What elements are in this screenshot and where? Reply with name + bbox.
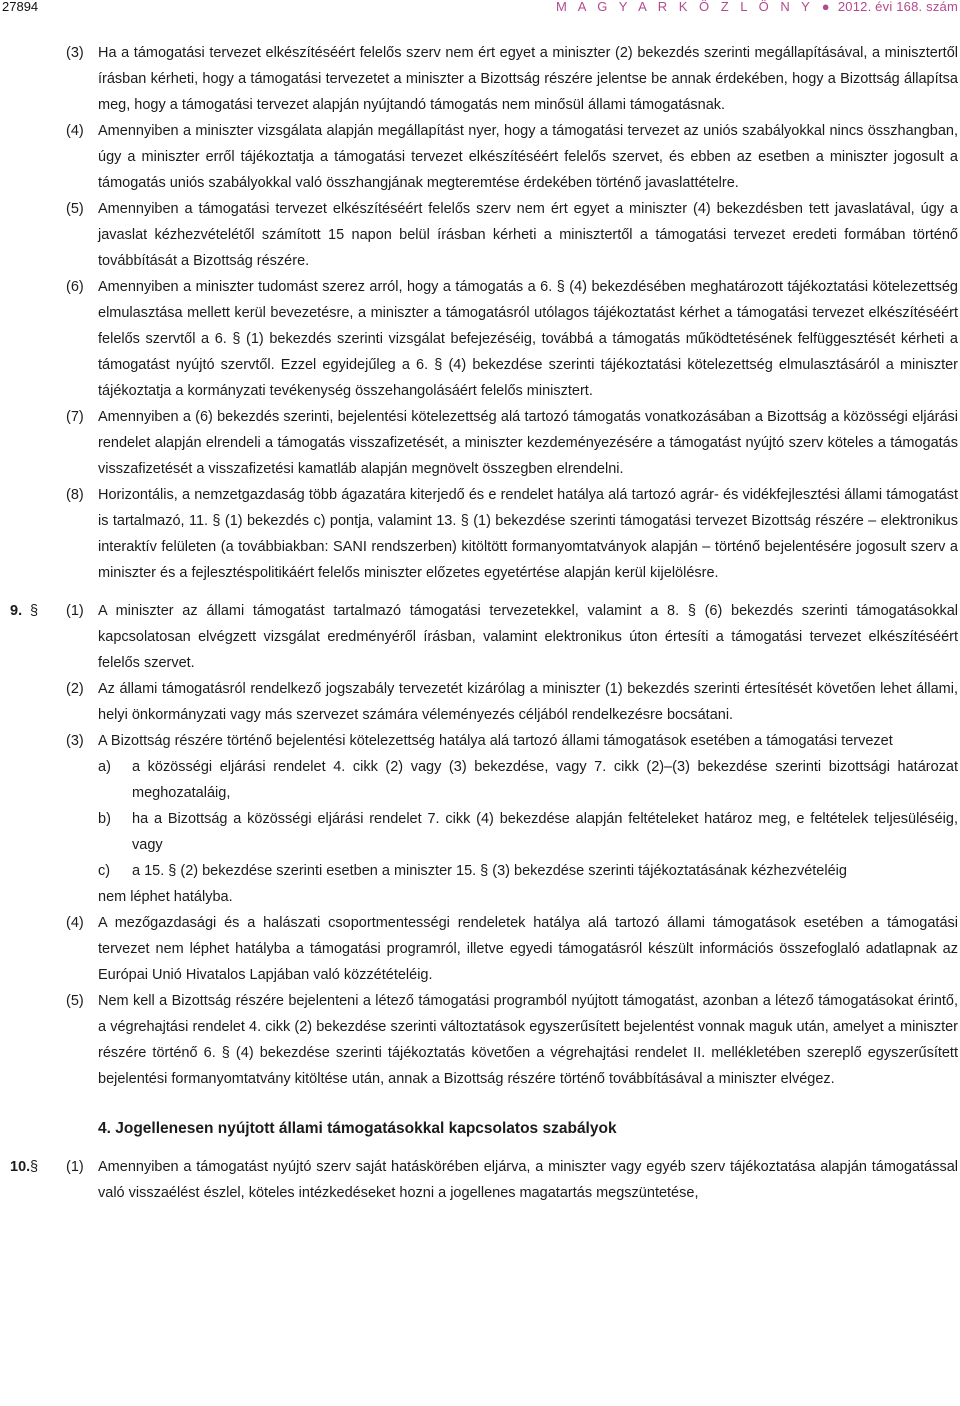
document-body bbox=[10, 40, 958, 1206]
paragraph-label: (4) bbox=[66, 123, 84, 139]
paragraph-text: A Bizottság részére történő bejelentési kötelezettség hatálya alá tartozó állami támogatások esetében a támogatási tervezet bbox=[98, 733, 893, 749]
spacer bbox=[10, 586, 958, 598]
point bbox=[10, 806, 958, 858]
paragraph-text: nem léphet hatályba. bbox=[98, 889, 233, 905]
paragraph bbox=[10, 404, 958, 482]
paragraph-text: Amennyiben a (6) bekezdés szerinti, bejelentési kötelezettség alá tartozó támogatás vonatkozásában a Bizottság a közösségi eljárási rendelet alapján elrendeli a támogatás visszafizetését, a miniszter kezdeményezésére a támogatást nyújtó szerv köteles a támogatás visszafizetését a visszafizetési kamatláb alapján megnövelt összegben elrendelni. bbox=[98, 409, 958, 477]
paragraph-label: (2) bbox=[66, 681, 84, 697]
paragraph-text: Nem kell a Bizottság részére bejelenteni a létező támogatási programból nyújtott támogatást, azonban a létező támogatásokat érintő, a végrehajtási rendelet 4. cikk (2) bekezdése szerinti változtatások egyszerűsített bejelentést vonnak maguk után, amelyet a miniszter részére történő 6. § (4) bekezdése szerinti tájékoztatás követően a végrehajtási rendelet II. mellékletében szereplő egyszerűsített bejelentési formanyomtatvány kitöltése után, annak a Bizottság részére történő továbbításával a miniszter elvégez. bbox=[98, 993, 958, 1087]
paragraph-closing bbox=[10, 884, 958, 910]
paragraph-text: Amennyiben a miniszter tudomást szerez arról, hogy a támogatás a 6. § (4) bekezdésében meghatározott tájékoztatási kötelezettség elmulasztása mellett kerül bevezetésre, a miniszter a támogatásról utólagos tájékoztatást kérhet a támogatási tervezet elkészítéséért felelős szervtől a 6. § (1) bekezdés szerinti vizsgálat befejezéséig, továbbá a támogatás működtetésének felfüggesztését kérheti a támogatást nyújtó szervtől. Ezzel egyidejűleg a 6. § (4) bekezdése szerinti tájékoztatási kötelezettség elmulasztásáról a miniszter tájékoztatja a kormányzati tevékenység összehangolásáért felelős minisztert. bbox=[98, 279, 958, 399]
paragraph-text: A mezőgazdasági és a halászati csoportmentességi rendeletek hatálya alá tartozó állami támogatások esetében a támogatási tervezet nem léphet hatályba a támogatási programról, illetve egyedi támogatásról készült információs összefoglaló adatlapnak az Európai Unió Hivatalos Lapjában való közzétételéig. bbox=[98, 915, 958, 983]
chapter-heading: 4. Jogellenesen nyújtott állami támogatásokkal kapcsolatos szabályok bbox=[98, 1120, 617, 1137]
point-label: c) bbox=[98, 863, 111, 879]
section-number: 10. bbox=[10, 1159, 31, 1175]
point bbox=[10, 858, 958, 884]
paragraph-label: (1) bbox=[66, 1159, 84, 1175]
paragraph-label: (3) bbox=[66, 733, 84, 749]
bullet-icon: ● bbox=[821, 0, 830, 14]
section-sign: § bbox=[30, 603, 39, 619]
paragraph bbox=[10, 728, 958, 754]
paragraph-label: (8) bbox=[66, 487, 84, 503]
paragraph-text: A miniszter az állami támogatást tartalmazó támogatási tervezetekkel, valamint a 8. § (6) bekezdés szerinti támogatásokkal kapcsolatosan elvégzett vizsgálat eredményéről írásban, valamint elektronikus úton értesíti a támogatási tervezet elkészítéséért felelős szervet. bbox=[98, 603, 958, 671]
paragraph-label: (6) bbox=[66, 279, 84, 295]
point-text: ha a Bizottság a közösségi eljárási rendelet 7. cikk (4) bekezdése alapján feltételeket határoz meg, e feltételek teljesüléséig, vagy bbox=[132, 811, 958, 853]
running-header bbox=[0, 0, 960, 16]
paragraph-label: (3) bbox=[66, 45, 84, 61]
point-label: a) bbox=[98, 759, 111, 775]
paragraph-text: Amennyiben a támogatási tervezet elkészítéséért felelős szerv nem ért egyet a miniszter (4) bekezdésben tett javaslatával, úgy a javaslat kézhezvételétől számított 15 napon belül írásban kérheti a minisztertől a támogatási tervezet eredeti formában történő továbbítását a Bizottság részére. bbox=[98, 201, 958, 269]
paragraph bbox=[10, 988, 958, 1092]
point-text: a közösségi eljárási rendelet 4. cikk (2) vagy (3) bekezdése, vagy 7. cikk (2)–(3) bekezdése szerinti bizottsági határozat meghozataláig, bbox=[132, 759, 958, 801]
paragraph bbox=[10, 676, 958, 728]
paragraph-label: (5) bbox=[66, 201, 84, 217]
paragraph-text: Ha a támogatási tervezet elkészítéséért felelős szerv nem ért egyet a miniszter (2) bekezdés szerinti megállapításával, a minisztertől írásban kérheti, hogy a támogatási tervezetet a miniszter a Bizottság részére jelentse be annak érdekében, hogy a Bizottság állapítsa meg, hogy a támogatási tervezet alapján nyújtandó támogatás nem minősül állami támogatásnak. bbox=[98, 45, 958, 113]
paragraph-label: (5) bbox=[66, 993, 84, 1009]
paragraph bbox=[10, 482, 958, 586]
paragraph bbox=[10, 274, 958, 404]
section-number: 9. bbox=[10, 603, 23, 619]
journal-title bbox=[556, 0, 958, 14]
point-text: a 15. § (2) bekezdése szerinti esetben a miniszter 15. § (3) bekezdése szerinti tájékoztatásának kézhezvételéig bbox=[132, 863, 847, 879]
section-10-paragraph bbox=[10, 1154, 958, 1206]
paragraph bbox=[10, 40, 958, 118]
paragraph-text: Horizontális, a nemzetgazdaság több ágazatára kiterjedő és e rendelet hatálya alá tartozó agrár- és vidékfejlesztési állami támogatást is tartalmazó, 11. § (1) bekezdés c) pontja, valamint 13. § (1) bekezdése szerinti támogatási tervezet Bizottság részére – elektronikus interaktív felületen (a továbbiakban: SANI rendszerben) kitöltött formanyomtatványok alapján – történő bejelentésére jogosult szerv a miniszter és a fejlesztéspolitikáért felelős miniszter előzetes egyetértése alapján kerül kijelölésre. bbox=[98, 487, 958, 581]
section-sign: § bbox=[30, 1159, 39, 1175]
paragraph-label: (1) bbox=[66, 603, 84, 619]
journal-name: M A G Y A R K Ö Z L Ö N Y bbox=[556, 0, 814, 14]
paragraph-label: (4) bbox=[66, 915, 84, 931]
section-9-paragraph bbox=[10, 598, 958, 676]
paragraph bbox=[10, 910, 958, 988]
paragraph-label: (7) bbox=[66, 409, 84, 425]
paragraph-text: Az állami támogatásról rendelkező jogszabály tervezetét kizárólag a miniszter (1) bekezdés szerinti értesítését követően lehet állami, helyi önkormányzati vagy más szervezet számára véleményezés céljából rendelkezésre bocsátani. bbox=[98, 681, 958, 723]
paragraph-text: Amennyiben a támogatást nyújtó szerv saját hatáskörében eljárva, a miniszter vagy egyéb szerv tájékoztatása alapján támogatással való visszaélést észlel, köteles intézkedéseket hozni a jogellenes magatartás megszüntetése, bbox=[98, 1159, 958, 1201]
paragraph-text: Amennyiben a miniszter vizsgálata alapján megállapítást nyer, hogy a támogatási tervezet az uniós szabályokkal nincs összhangban, úgy a miniszter erről tájékoztatja a támogatási tervezet elkészítéséért felelős szervet, és ebben az esetben a miniszter jogosult a támogatás uniós szabályokkal való összhangjának megteremtése érdekében történő javaslattételre. bbox=[98, 123, 958, 191]
page-number: 27894 bbox=[2, 0, 39, 14]
paragraph bbox=[10, 196, 958, 274]
paragraph bbox=[10, 118, 958, 196]
point bbox=[10, 754, 958, 806]
point-label: b) bbox=[98, 811, 111, 827]
issue-number: 2012. évi 168. szám bbox=[837, 0, 958, 14]
